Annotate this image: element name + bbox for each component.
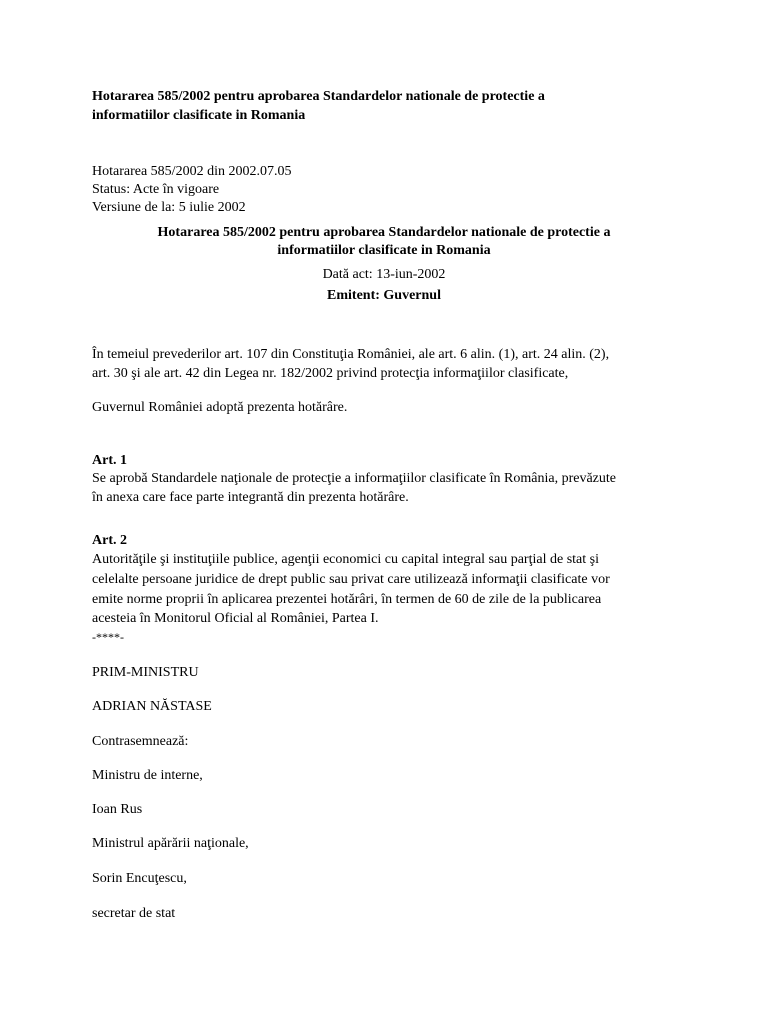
act-date: Dată act: 13-iun-2002 bbox=[322, 267, 446, 282]
meta-status: Status: Acte în vigoare bbox=[92, 182, 220, 197]
preamble-line2: art. 30 şi ale art. 42 din Legea nr. 182/2002 privind protecţia informaţiilor clasificate, bbox=[92, 366, 569, 381]
art1-heading: Art. 1 bbox=[92, 453, 127, 468]
countersign-label: Contrasemnează: bbox=[92, 734, 189, 749]
minister1-name: Ioan Rus bbox=[92, 802, 143, 817]
art2-line3: emite norme proprii în aplicarea prezentei hotărâri, în termen de 60 de zile de la publicarea bbox=[92, 592, 602, 607]
issuer: Emitent: Guvernul bbox=[327, 288, 441, 303]
art1-line1: Se aprobă Standardele naţionale de protecţie a informaţiilor clasificate în România, prevăzute bbox=[92, 471, 617, 486]
art2-heading: Art. 2 bbox=[92, 533, 127, 548]
center-title-line2: informatiilor clasificate in Romania bbox=[277, 243, 491, 258]
minister2-name: Sorin Encuţescu, bbox=[92, 871, 187, 886]
art2-line4: acesteia în Monitorul Oficial al României, Partea I. bbox=[92, 611, 379, 626]
art2-line2: celelalte persoane juridice de drept public sau privat care utilizează informaţii clasificate vor bbox=[92, 572, 610, 587]
signatory-role: PRIM-MINISTRU bbox=[92, 665, 199, 680]
minister1-title: Ministru de interne, bbox=[92, 768, 203, 783]
art2-line1: Autorităţile şi instituţiile publice, agenţii economici cu capital integral sau parţial de stat şi bbox=[92, 552, 599, 567]
art1-line2: în anexa care face parte integrantă din prezenta hotărâre. bbox=[92, 490, 409, 505]
meta-act-number: Hotararea 585/2002 din 2002.07.05 bbox=[92, 164, 292, 179]
center-title-line1: Hotararea 585/2002 pentru aprobarea Standardelor nationale de protectie a bbox=[157, 225, 611, 240]
meta-version: Versiune de la: 5 iulie 2002 bbox=[92, 200, 246, 215]
separator: -****- bbox=[92, 630, 124, 644]
preamble-line1: În temeiul prevederilor art. 107 din Constituţia României, ale art. 6 alin. (1), art. 24 alin. (2), bbox=[92, 347, 610, 362]
adoption-statement: Guvernul României adoptă prezenta hotărâre. bbox=[92, 400, 348, 415]
signatory-name: ADRIAN NĂSTASE bbox=[92, 699, 212, 714]
header-title-line2: informatiilor clasificate in Romania bbox=[92, 108, 306, 123]
minister2-role: secretar de stat bbox=[92, 906, 176, 921]
header-title-line1: Hotararea 585/2002 pentru aprobarea Standardelor nationale de protectie a bbox=[92, 89, 545, 104]
minister2-title: Ministrul apărării naţionale, bbox=[92, 836, 249, 851]
